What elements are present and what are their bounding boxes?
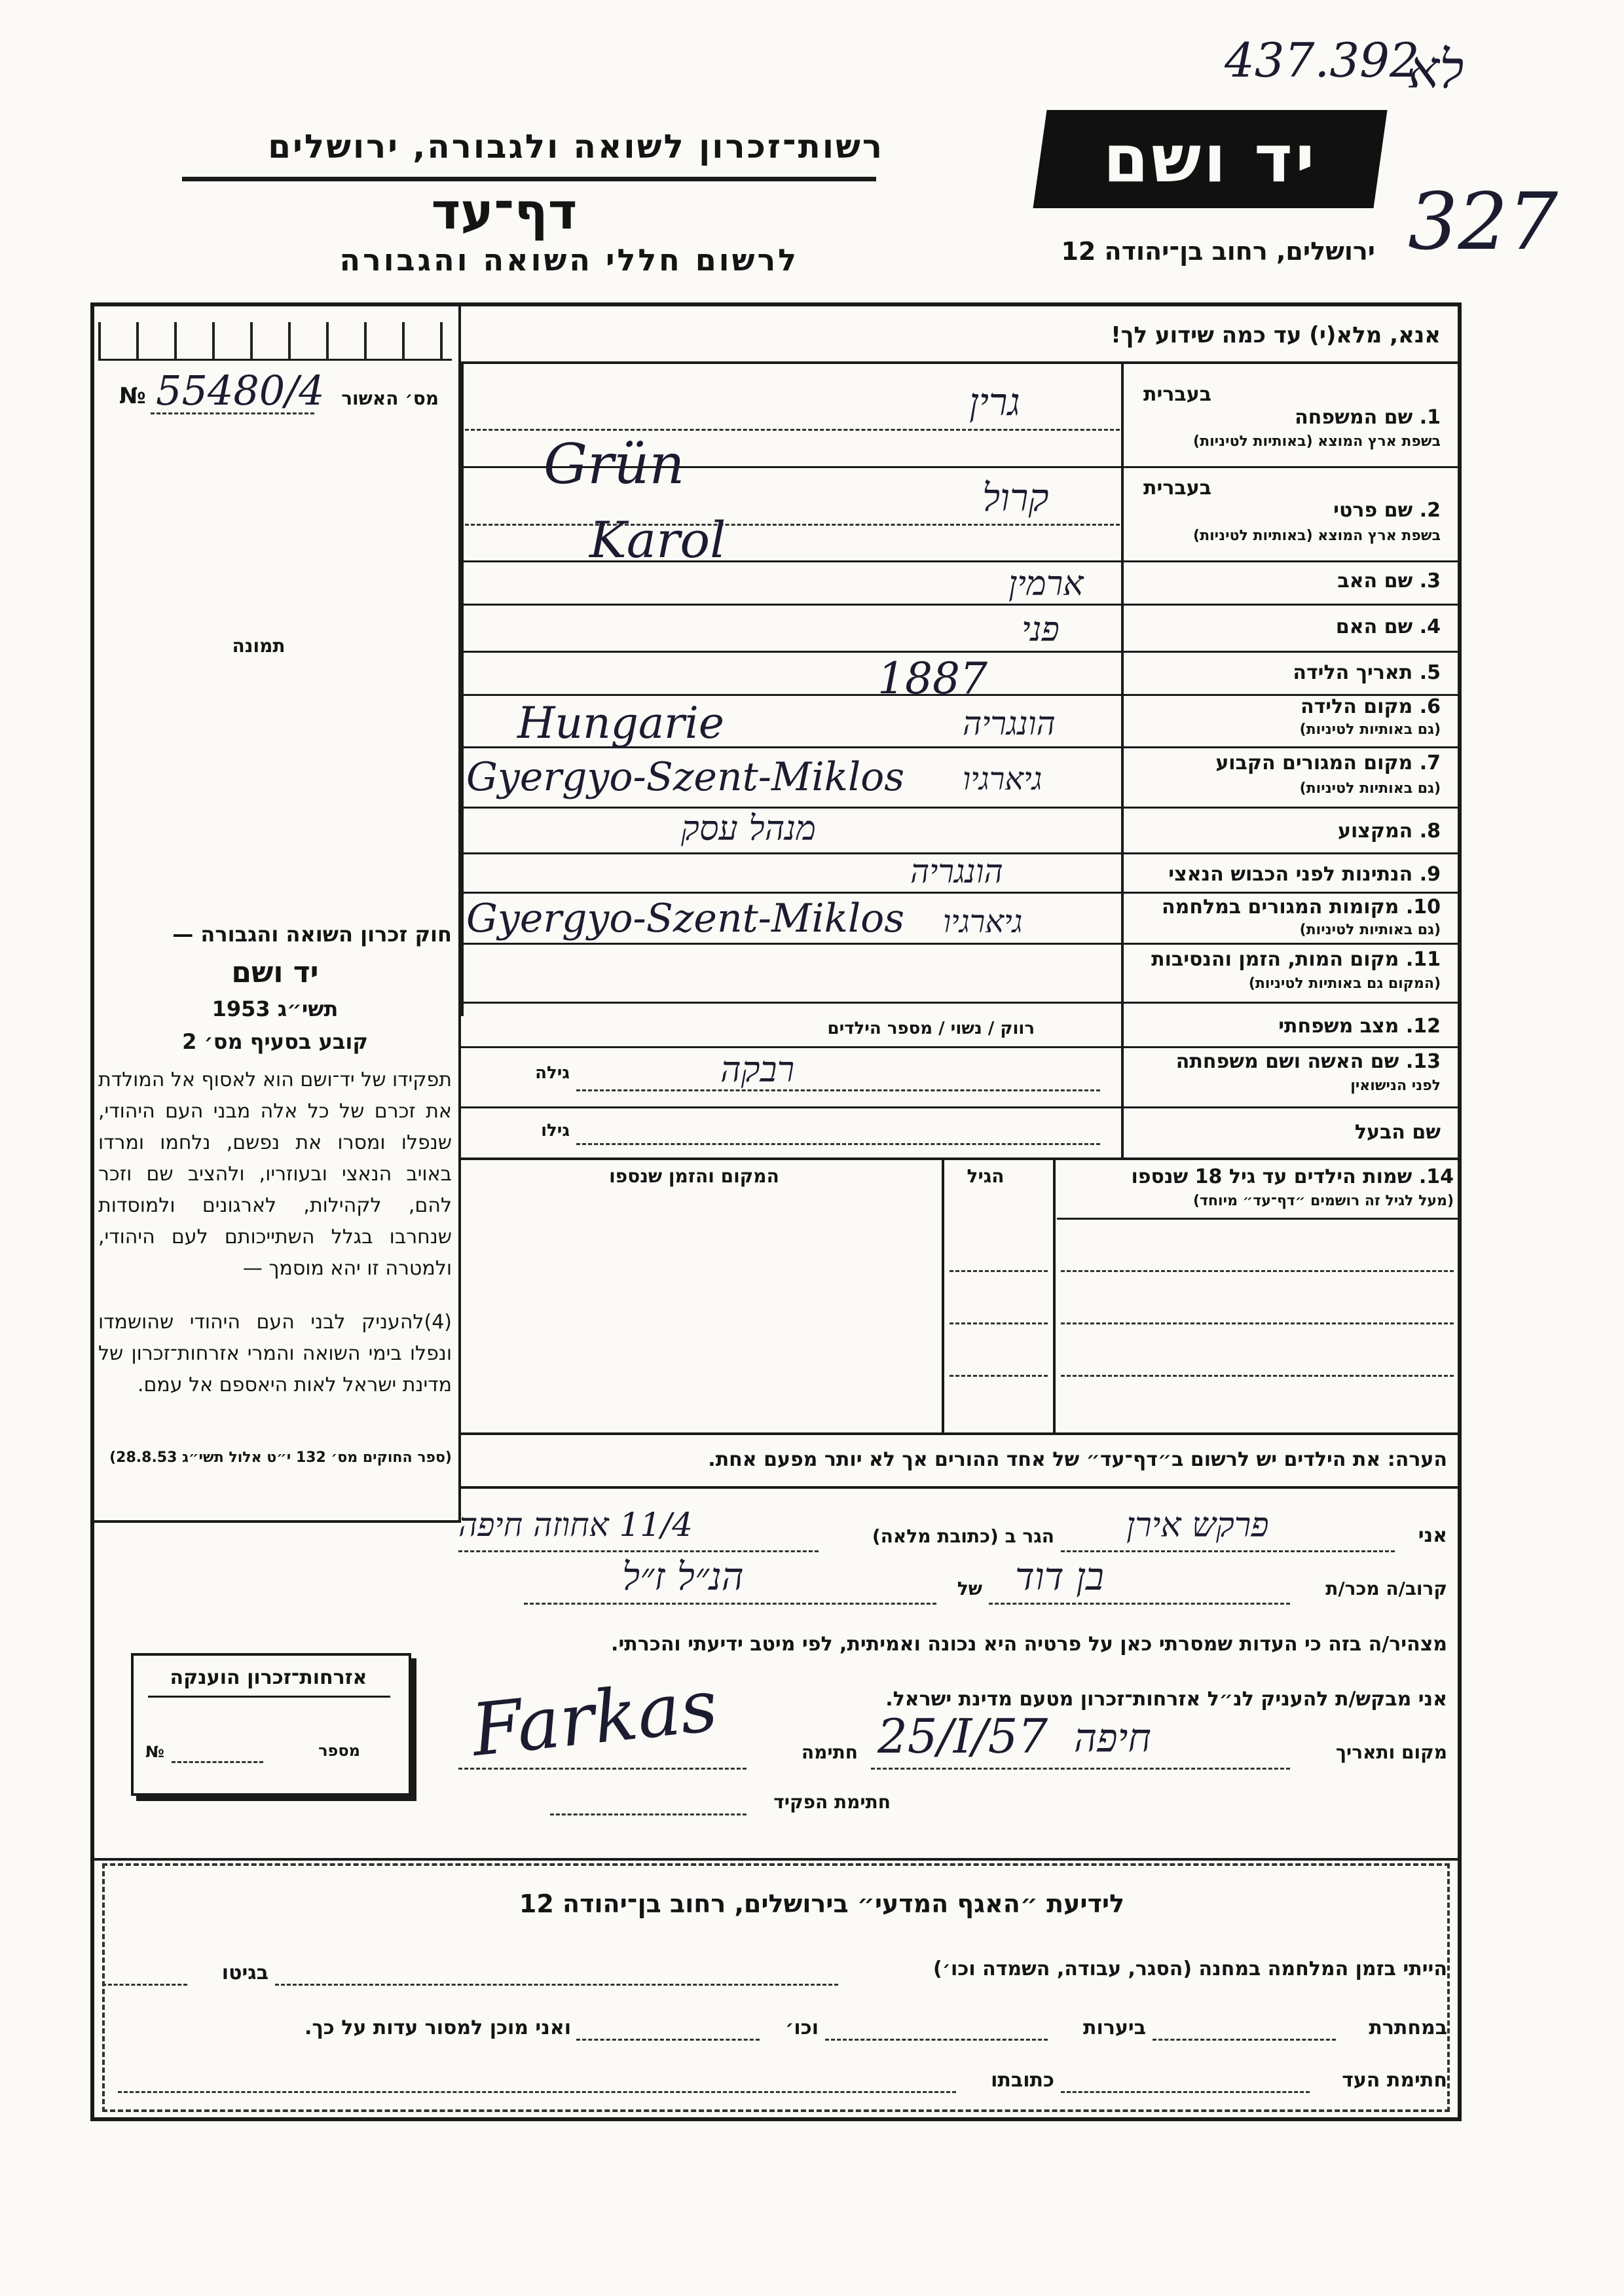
field-name: שם האשה ושם משפחתה xyxy=(1175,1050,1399,1073)
children-row xyxy=(950,1322,1048,1324)
field-number: 6. xyxy=(1419,695,1441,718)
info-line3-fill xyxy=(1061,2091,1310,2093)
photo-label: תמונה xyxy=(232,635,286,657)
approval-prefix: № xyxy=(119,383,146,409)
witness-address-line xyxy=(458,1550,819,1552)
value-father: ארמין xyxy=(1008,564,1084,604)
page-number: 327 xyxy=(1408,177,1559,268)
field-label-surname xyxy=(1126,406,1441,429)
field-name: שם הבעל xyxy=(1354,1121,1441,1144)
of-label: של xyxy=(957,1578,982,1599)
field-sub-death: (המקום גם באותיות לטיניות) xyxy=(1248,975,1441,992)
value-war-residence-latin: Gyergyo-Szent-Miklos xyxy=(466,896,905,941)
official-label: חתימת הפקיד xyxy=(773,1791,891,1813)
info-line2-etc: וכו׳ xyxy=(785,2016,819,2039)
value-firstname-hebrew: קרול xyxy=(982,475,1049,520)
field-label-mother xyxy=(1126,615,1441,638)
field-name: שם האב xyxy=(1337,570,1413,592)
value-birthplace-latin: Hungarie xyxy=(517,698,724,748)
law-clause: קובע בסעיף מס׳ 2 xyxy=(182,1029,368,1054)
wife-line xyxy=(576,1089,1100,1091)
children-col-place: המקום והזמן שנספו xyxy=(609,1165,779,1187)
logo-text: יד ושם xyxy=(1103,120,1318,197)
children-number: 14. xyxy=(1418,1165,1454,1188)
witness-resident-label: הגר ב (כתובת מלאה) xyxy=(872,1525,1054,1547)
certificate-title: אזרחות־זכרון הוענקה xyxy=(170,1666,367,1689)
sidebar-bottom-line xyxy=(90,1520,461,1523)
value-residence-latin: Gyergyo-Szent-Miklos xyxy=(466,754,905,800)
info-line2-fill xyxy=(825,2039,1048,2041)
row-line xyxy=(458,943,1462,945)
husband-line xyxy=(576,1143,1100,1145)
field-name: תאריך הלידה xyxy=(1293,661,1413,684)
header-address: ירושלים, רחוב בן־יהודה 12 xyxy=(1061,237,1375,266)
approval-label: מס׳ האשור xyxy=(341,388,439,409)
field-name: מקום הלידה xyxy=(1300,695,1413,718)
in-hebrew-label: בעברית xyxy=(1143,477,1211,500)
witness-address: 11/4 אחוזה חיפה xyxy=(458,1506,693,1544)
row-line xyxy=(458,1157,1462,1160)
approval-number: 55480/4 xyxy=(156,367,325,414)
value-birthplace-hebrew: הונגריה xyxy=(963,704,1056,742)
field-number: 4. xyxy=(1419,615,1441,638)
field-sub-wife: לפני הנישואין xyxy=(1350,1078,1441,1094)
field-number: 2. xyxy=(1419,499,1441,522)
tick-strip xyxy=(98,322,452,360)
relation-line xyxy=(989,1603,1290,1605)
witness-i-label: אני xyxy=(1418,1524,1447,1547)
info-line2-fill xyxy=(1153,2039,1336,2041)
signature: Farkas xyxy=(468,1663,722,1773)
certificate-prefix: № xyxy=(145,1743,164,1761)
children-title xyxy=(1061,1165,1454,1188)
children-row xyxy=(1061,1270,1454,1272)
field-label-wife xyxy=(1126,1050,1441,1073)
field-number: 1. xyxy=(1419,406,1441,429)
value-birthdate: 1887 xyxy=(877,653,987,704)
law-text: תפקידו של יד־ושם הוא לאסוף אל המולדת את זכרם של כל אלה מבני העם היהודי, שנפלו ומסרו את נפשם, נלחמו ומרדו באויב הנאצי ובעוזריו, ולהציב שם וזכר להם, לקהילות, לארגונים ולמוסדות שנחרבו בגלל השתייכותם לעם היהודי, ולמטרה זו יהא מוסמך — xyxy=(98,1068,452,1280)
field-name: שם המשפחה xyxy=(1295,406,1413,429)
of-name: הנ״ל ז״ל xyxy=(622,1554,744,1599)
latin-line xyxy=(465,429,1120,431)
field-number: 12. xyxy=(1405,1015,1441,1038)
value-war-residence-hebrew: גיארגיו xyxy=(943,903,1023,940)
row-line xyxy=(458,1046,1462,1048)
field-label-father xyxy=(1126,570,1441,592)
field-name: מקום המות, הזמן והנסיבות xyxy=(1151,948,1399,971)
request: אני מבקש/ת להעניק לנ״ל אזרחות־זכרון מטעם מדינת ישראל. xyxy=(885,1688,1447,1711)
law-year-number: 1953 xyxy=(212,996,270,1021)
marital-status-options: רווק / נשוי / מספר הילדים xyxy=(827,1019,1035,1038)
official-line xyxy=(550,1813,747,1815)
authority-underline xyxy=(182,177,876,181)
children-row xyxy=(950,1270,1048,1272)
approval-number-line xyxy=(151,412,314,414)
field-label-birthplace xyxy=(1126,695,1441,718)
value-mother: פני xyxy=(1022,610,1060,649)
certificate-number-line xyxy=(172,1761,263,1763)
note-label: הערה: xyxy=(1387,1448,1447,1471)
info-title: לידיעת ״האגף המדעי״ בירושלים, רחוב בן־יהודה 12 xyxy=(519,1889,1125,1918)
value-profession: מנהל עסק xyxy=(681,809,816,848)
field-label-profession xyxy=(1126,820,1441,843)
field-name: מצב משפחתי xyxy=(1278,1015,1399,1038)
field-sub-surname: בשפת ארץ המוצא (באותיות לטיניות) xyxy=(1193,433,1441,450)
field-number: 9. xyxy=(1419,863,1441,886)
children-header-line xyxy=(1057,1218,1462,1220)
field-label-husband xyxy=(1126,1121,1441,1144)
form-intro: אנא, מלא(י) עד כמה שידוע לך! xyxy=(1111,322,1441,348)
form-subtitle: לרשום חללי השואה והגבורה xyxy=(339,242,799,278)
row-line xyxy=(458,1106,1462,1108)
info-line2-fill xyxy=(576,2039,760,2041)
field-label-birthdate xyxy=(1126,661,1441,684)
children-bottom-line xyxy=(461,1432,1462,1435)
row-line xyxy=(458,807,1462,809)
relative-label: קרוב/ה מכר/ת xyxy=(1325,1578,1447,1599)
signature-label: חתימה xyxy=(801,1741,858,1763)
declaration: מצהיר/ה בזה כי העדות שמסרתי כאן על פרטיה היא נכונה ואמיתית, לפי מיטב ידיעתי והכרתי. xyxy=(611,1633,1447,1656)
archive-number-scribble: 437.392 xyxy=(1225,33,1420,88)
row-line xyxy=(458,651,1462,653)
info-top-line xyxy=(90,1858,1462,1861)
info-line1: הייתי בזמן המלחמה במחנה (הסגר, עבודה, השמדה וכו׳) xyxy=(933,1958,1447,1980)
label-column-divider xyxy=(1121,361,1124,1157)
date-value: 25/I/57 xyxy=(877,1709,1048,1764)
field-number: 13. xyxy=(1405,1050,1441,1073)
field-number: 3. xyxy=(1419,570,1441,592)
field-number: 10. xyxy=(1405,896,1441,919)
value-surname-latin: Grün xyxy=(544,432,685,496)
signature-line xyxy=(458,1768,747,1770)
children-col-age: הגיל xyxy=(967,1165,1005,1187)
latin-line xyxy=(465,524,1120,526)
value-residence-hebrew: גיארגיו xyxy=(963,761,1043,797)
info-line2-underground: במחתרת xyxy=(1369,2016,1447,2039)
field-number: 5. xyxy=(1419,661,1441,684)
law-title: חוק זכרון השואה והגבורה — xyxy=(172,922,452,947)
relation-value: בן דוד xyxy=(1015,1554,1104,1599)
field-label-death xyxy=(1126,948,1441,971)
children-row xyxy=(1061,1322,1454,1324)
row-line xyxy=(458,604,1462,606)
field-sub-war-residence: (גם באותיות לטיניות) xyxy=(1299,922,1441,938)
field-sub-birthplace: (גם באותיות לטיניות) xyxy=(1299,721,1441,738)
info-line3-address: כתובתו xyxy=(991,2069,1054,2092)
field-sub-residence: (גם באותיות לטיניות) xyxy=(1299,780,1441,797)
children-subtitle: (מעל לגיל זה רושמים ״דף־עד״ מיוחד) xyxy=(1192,1193,1454,1209)
husband-age-label: גילו xyxy=(541,1121,570,1140)
info-line1-fill xyxy=(275,1984,838,1986)
witness-name: פרקש אירן xyxy=(1126,1506,1269,1545)
field-name: המקצוע xyxy=(1337,820,1413,843)
place-date-label: מקום ותאריך xyxy=(1335,1741,1447,1763)
field-name: מקומות המגורים במלחמה xyxy=(1162,896,1399,919)
field-sub-firstname: בשפת ארץ המוצא (באותיות לטיניות) xyxy=(1193,528,1441,544)
witness-name-line xyxy=(1061,1550,1395,1552)
field-label-nationality xyxy=(1126,863,1441,886)
children-col-divider xyxy=(1053,1157,1056,1432)
info-line2-forests: ביערות xyxy=(1083,2016,1146,2039)
in-hebrew-label: בעברית xyxy=(1143,383,1211,406)
info-line1-end: בגיטו xyxy=(221,1961,268,1984)
law-name: יד ושם xyxy=(231,956,319,989)
value-surname-hebrew: גרין xyxy=(969,380,1020,424)
info-line3-signature: חתימת העד xyxy=(1342,2069,1447,2092)
intro-line xyxy=(458,361,1462,364)
wife-age-label: גילה xyxy=(535,1063,570,1083)
gazette-ref: (ספר החוקים מס׳ 132 י״ט אלול תשי״ג 28.8.53) xyxy=(109,1449,452,1466)
tick-strip-line xyxy=(98,359,452,361)
authority-name: רשות־זכרון לשואה ולגבורה, ירושלים xyxy=(268,128,884,166)
corner-mark: לא xyxy=(1408,39,1464,100)
value-firstname-latin: Karol xyxy=(589,511,726,569)
note-bottom-line xyxy=(461,1486,1462,1489)
certificate-number-label: מספר xyxy=(318,1741,360,1760)
children-col-divider xyxy=(942,1157,944,1432)
info-line1-fill xyxy=(102,1984,187,1986)
law-year xyxy=(98,996,452,1021)
field-label-residence xyxy=(1126,752,1441,774)
law-item-4: (4)להעניק לבני העם היהודי שהושמדו ונפלו בימי השואה והמרי אזרחות־זכרון של מדינת ישראל לאות היאספם אל עמם. xyxy=(98,1311,452,1396)
field-name: הנתינות לפני הכבוש הנאצי xyxy=(1168,863,1413,886)
field-name: שם האם xyxy=(1335,615,1413,638)
place-date-line xyxy=(871,1768,1290,1770)
yad-vashem-logo xyxy=(1033,110,1387,208)
value-wife-name: רבקה xyxy=(720,1049,795,1090)
children-row xyxy=(1061,1375,1454,1377)
row-line xyxy=(458,1002,1462,1004)
law-year-hebrew: תשי״ג xyxy=(277,996,339,1021)
field-number: 8. xyxy=(1419,820,1441,843)
row-line xyxy=(458,892,1462,894)
info-line2-ready: ואני מוכן למסור עדות על כך. xyxy=(304,2016,571,2039)
field-label-firstname xyxy=(1126,499,1441,522)
of-name-line xyxy=(524,1603,936,1605)
note xyxy=(465,1448,1447,1471)
form-title: דף־עד xyxy=(431,182,578,240)
field-number: 11. xyxy=(1405,948,1441,971)
field-name: שם פרטי xyxy=(1333,499,1413,522)
field-number: 7. xyxy=(1419,752,1441,774)
children-row xyxy=(950,1375,1048,1377)
certificate-title-line xyxy=(148,1696,390,1698)
field-label-war-residence xyxy=(1126,896,1441,919)
place-value: חיפה xyxy=(1074,1715,1151,1761)
value-column-left xyxy=(461,361,464,1016)
value-nationality: הונגריה xyxy=(910,852,1003,890)
field-name: מקום המגורים הקבוע xyxy=(1215,752,1413,774)
info-line3-fill xyxy=(118,2091,956,2093)
field-label-marital xyxy=(1126,1015,1441,1038)
note-text: את הילדים יש לרשום ב״דף־עד״ של אחד ההורים אך לא יותר מפעם אחת. xyxy=(708,1448,1381,1471)
children-title-text: שמות הילדים עד גיל 18 שנספו xyxy=(1131,1165,1412,1188)
